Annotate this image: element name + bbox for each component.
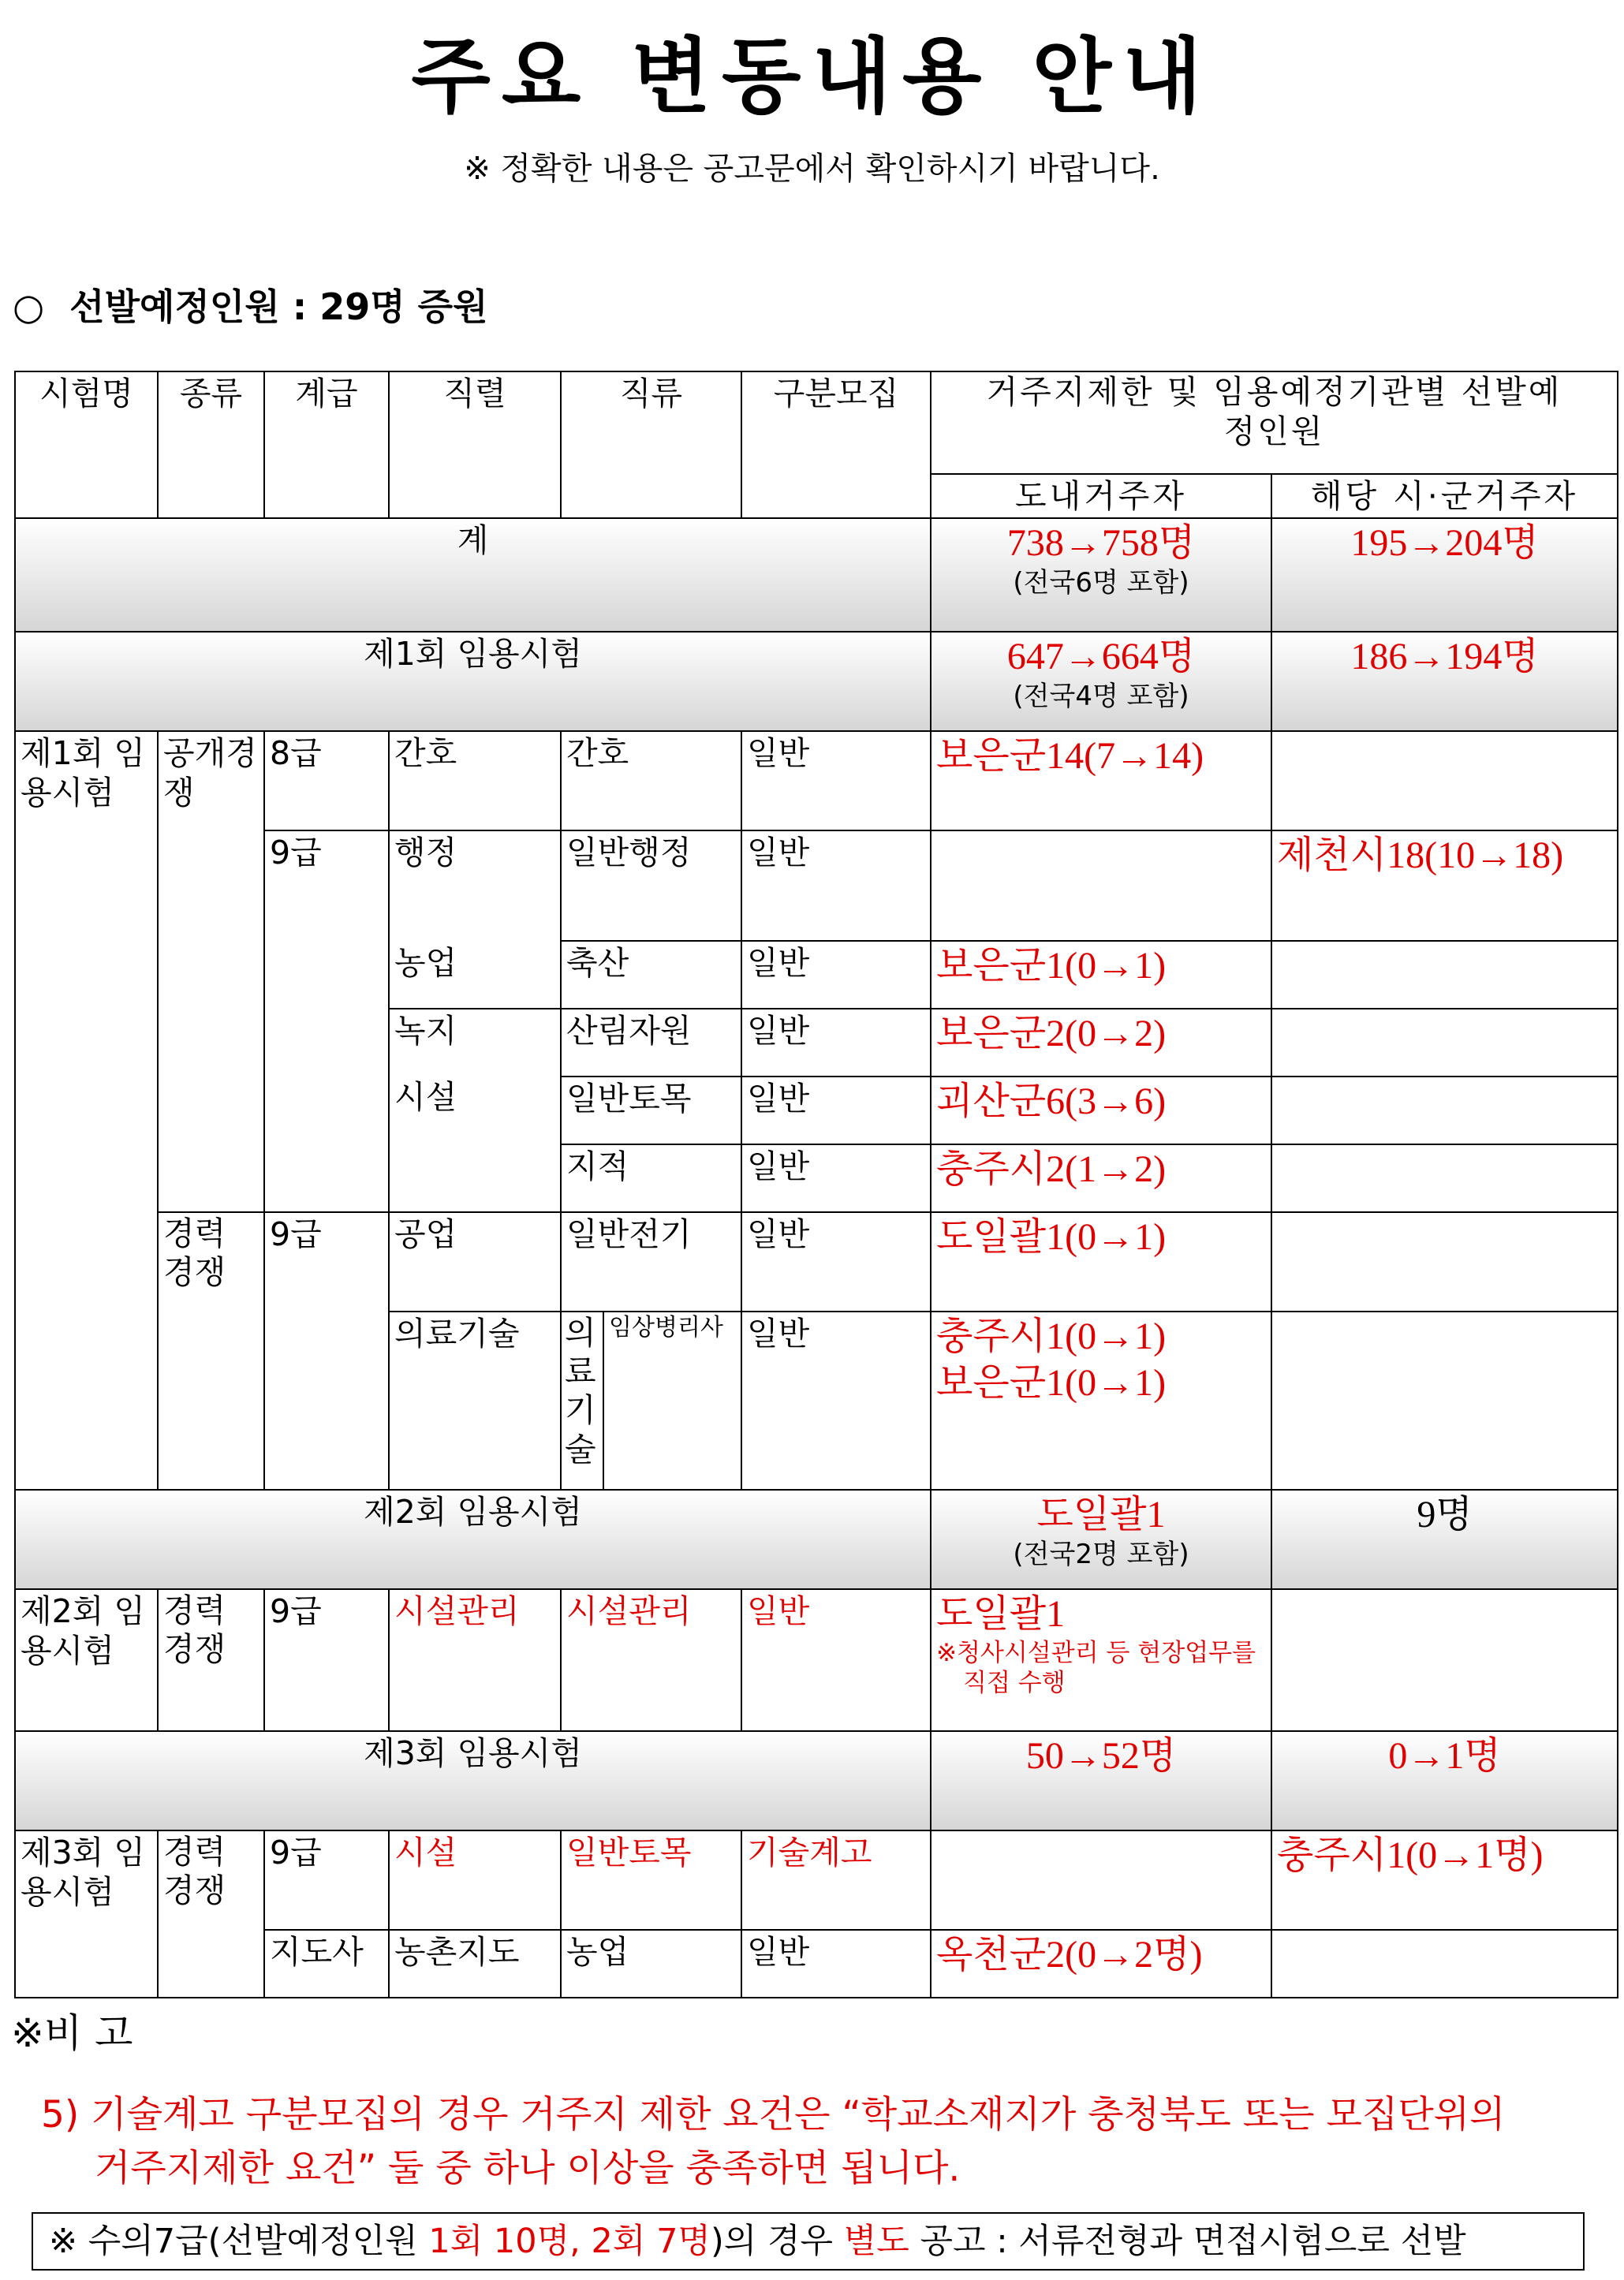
header-local: 해당 시·군거주자 bbox=[1271, 474, 1618, 518]
exam2-name: 제2회 임용시험 bbox=[15, 1589, 158, 1731]
series-cell: 공업 bbox=[389, 1212, 561, 1312]
series-cell: 간호 bbox=[389, 731, 561, 830]
in-province-cell bbox=[931, 830, 1271, 941]
series-cell: 시설관리 bbox=[389, 1589, 561, 1731]
box-note-mid: )의 경우 bbox=[710, 2222, 844, 2261]
exam2-local: 9명 bbox=[1271, 1490, 1618, 1589]
type-cell: 산림자원 bbox=[561, 1009, 741, 1077]
in-province-cell: 도일괄1(0→1) bbox=[931, 1212, 1271, 1312]
local-cell bbox=[1271, 1077, 1618, 1144]
recruit-cell: 일반 bbox=[741, 830, 931, 941]
total-local: 195→204명 bbox=[1271, 518, 1618, 632]
in-province-cell bbox=[931, 1589, 1271, 1731]
recruit-cell: 일반 bbox=[741, 941, 931, 1009]
recruit-cell: 일반 bbox=[741, 1144, 931, 1212]
local-cell bbox=[1271, 1930, 1618, 1998]
box-note bbox=[32, 2212, 1585, 2271]
header-grade: 계급 bbox=[264, 371, 389, 518]
recruit-cell: 일반 bbox=[741, 1589, 931, 1731]
local-cell bbox=[1271, 731, 1618, 830]
type-cell: 일반토목 bbox=[561, 1077, 741, 1144]
series-cell: 시설 bbox=[389, 1830, 561, 1930]
exam2-kind: 경력경쟁 bbox=[158, 1589, 264, 1731]
header-series: 직렬 bbox=[389, 371, 561, 518]
recruit-cell: 기술계고 bbox=[741, 1830, 931, 1930]
page-title: 주요 변동내용 안내 bbox=[411, 28, 1213, 125]
header-recruit: 구분모집 bbox=[741, 371, 931, 518]
type-sub-cell: 임상병리사 bbox=[603, 1312, 741, 1490]
local-cell bbox=[1271, 1144, 1618, 1212]
type-cell: 농업 bbox=[561, 1930, 741, 1998]
table-row bbox=[15, 1830, 1618, 1930]
note-5 bbox=[41, 2088, 1611, 2196]
in-province-cell bbox=[931, 1830, 1271, 1930]
in-province-note-line1: ※청사시설관리 등 현장업무를 bbox=[936, 1638, 1256, 1667]
grade-cell: 9급 bbox=[264, 1830, 389, 1930]
note-5-line1: 5) 기술계고 구분모집의 경우 거주지 제한 요건은 “학교소재지가 충청북도 또는 모집단위의 bbox=[41, 2093, 1506, 2136]
type-main-cell: 의료기술 bbox=[561, 1312, 603, 1490]
exam3-label: 제3회 임용시험 bbox=[15, 1731, 931, 1830]
in-province-main: 도일괄1 bbox=[936, 1593, 1066, 1636]
selection-table bbox=[14, 371, 1618, 1998]
type-cell: 시설관리 bbox=[561, 1589, 741, 1731]
total-in-province-note: (전국6명 포함) bbox=[1013, 566, 1189, 599]
local-cell bbox=[1271, 1312, 1618, 1490]
exam1-summary-row bbox=[15, 632, 1618, 731]
series-admin: 행정 bbox=[394, 834, 457, 872]
heading-bullet: ○ bbox=[13, 285, 45, 328]
exam1-career-kind: 경력경쟁 bbox=[158, 1212, 264, 1490]
total-in-province: 738→758명 bbox=[1006, 522, 1196, 565]
recruit-cell: 일반 bbox=[741, 1077, 931, 1144]
table-row bbox=[15, 731, 1618, 830]
exam3-local: 0→1명 bbox=[1271, 1731, 1618, 1830]
exam2-summary-row bbox=[15, 1490, 1618, 1589]
series-green: 녹지 bbox=[394, 1012, 457, 1050]
series-cell: 농촌지도 bbox=[389, 1930, 561, 1998]
in-province-cell: 괴산군6(3→6) bbox=[931, 1077, 1271, 1144]
grade-cell: 9급 bbox=[264, 1212, 389, 1490]
local-cell bbox=[1271, 1589, 1618, 1731]
local-cell: 제천시18(10→18) bbox=[1271, 830, 1618, 941]
exam2-in-province: 도일괄1 bbox=[1036, 1494, 1166, 1536]
local-cell: 충주시1(0→1명) bbox=[1271, 1830, 1618, 1930]
grade-cell: 9급 bbox=[264, 830, 389, 1212]
recruit-cell: 일반 bbox=[741, 731, 931, 830]
in-province-line2: 보은군1(0→1) bbox=[936, 1361, 1167, 1404]
recruit-cell: 일반 bbox=[741, 1212, 931, 1312]
in-province-cell bbox=[931, 1312, 1271, 1490]
box-note-highlight-1: 1회 10명, 2회 7명 bbox=[428, 2222, 711, 2261]
series-agri: 농업 bbox=[394, 944, 457, 983]
series-cell: 의료기술 bbox=[389, 1312, 561, 1490]
exam3-name: 제3회 임용시험 bbox=[15, 1830, 158, 1998]
box-note-prefix: ※ 수의7급(선발예정인원 bbox=[49, 2222, 429, 2261]
exam2-in-province-note: (전국2명 포함) bbox=[1013, 1538, 1189, 1570]
in-province-cell: 보은군14(7→14) bbox=[931, 731, 1271, 830]
exam1-in-province: 647→664명 bbox=[1006, 636, 1196, 678]
exam1-label: 제1회 임용시험 bbox=[15, 632, 931, 731]
recruit-cell: 일반 bbox=[741, 1009, 931, 1077]
header-group: 거주지제한 및 임용예정기관별 선발예정인원 bbox=[931, 371, 1618, 474]
type-cell: 일반전기 bbox=[561, 1212, 741, 1312]
box-note-highlight-2: 별도 bbox=[843, 2222, 909, 2261]
exam3-in-province: 50→52명 bbox=[931, 1731, 1271, 1830]
recruit-cell: 일반 bbox=[741, 1930, 931, 1998]
exam1-local: 186→194명 bbox=[1271, 632, 1618, 731]
grade-cell: 8급 bbox=[264, 731, 389, 830]
local-cell bbox=[1271, 1212, 1618, 1312]
header-kind: 종류 bbox=[158, 371, 264, 518]
table-row bbox=[15, 1589, 1618, 1731]
heading-text: 선발예정인원 : 29명 증원 bbox=[69, 285, 488, 328]
page-subtitle: ※ 정확한 내용은 공고문에서 확인하시기 바랍니다. bbox=[464, 151, 1160, 187]
exam3-kind: 경력경쟁 bbox=[158, 1830, 264, 1998]
in-province-note-line2: 직접 수행 bbox=[963, 1669, 1066, 1698]
total-row bbox=[15, 518, 1618, 632]
series-cell bbox=[389, 1009, 561, 1212]
remarks-label: ※비 고 bbox=[11, 2010, 133, 2056]
grade-cell: 지도사 bbox=[264, 1930, 389, 1998]
exam2-label: 제2회 임용시험 bbox=[15, 1490, 931, 1589]
header-type: 직류 bbox=[561, 371, 741, 518]
header-in-province: 도내거주자 bbox=[931, 474, 1271, 518]
type-cell: 축산 bbox=[561, 941, 741, 1009]
grade-cell: 9급 bbox=[264, 1589, 389, 1731]
type-cell: 일반토목 bbox=[561, 1830, 741, 1930]
in-province-line1: 충주시1(0→1) bbox=[936, 1315, 1167, 1358]
in-province-cell: 충주시2(1→2) bbox=[931, 1144, 1271, 1212]
header-exam: 시험명 bbox=[15, 371, 158, 518]
exam1-in-province-note: (전국4명 포함) bbox=[1013, 680, 1189, 712]
series-facility: 시설 bbox=[394, 1078, 457, 1117]
exam1-name: 제1회 임용시험 bbox=[15, 731, 158, 1490]
exam1-open-kind: 공개경쟁 bbox=[158, 731, 264, 1212]
note-5-line2: 거주지제한 요건” 둘 중 하나 이상을 충족하면 됩니다. bbox=[95, 2147, 961, 2191]
total-label: 계 bbox=[15, 518, 931, 632]
exam3-summary-row bbox=[15, 1731, 1618, 1830]
section-heading bbox=[13, 285, 488, 329]
in-province-cell: 보은군1(0→1) bbox=[931, 941, 1271, 1009]
series-cell bbox=[389, 830, 561, 1009]
local-cell bbox=[1271, 1009, 1618, 1077]
recruit-cell: 일반 bbox=[741, 1312, 931, 1490]
type-cell: 지적 bbox=[561, 1144, 741, 1212]
in-province-cell: 옥천군2(0→2명) bbox=[931, 1930, 1271, 1998]
in-province-cell: 보은군2(0→2) bbox=[931, 1009, 1271, 1077]
type-cell: 일반행정 bbox=[561, 830, 741, 941]
box-note-suffix: 공고 : 서류전형과 면접시험으로 선발 bbox=[909, 2222, 1466, 2261]
table-row bbox=[15, 1212, 1618, 1312]
type-cell: 간호 bbox=[561, 731, 741, 830]
local-cell bbox=[1271, 941, 1618, 1009]
